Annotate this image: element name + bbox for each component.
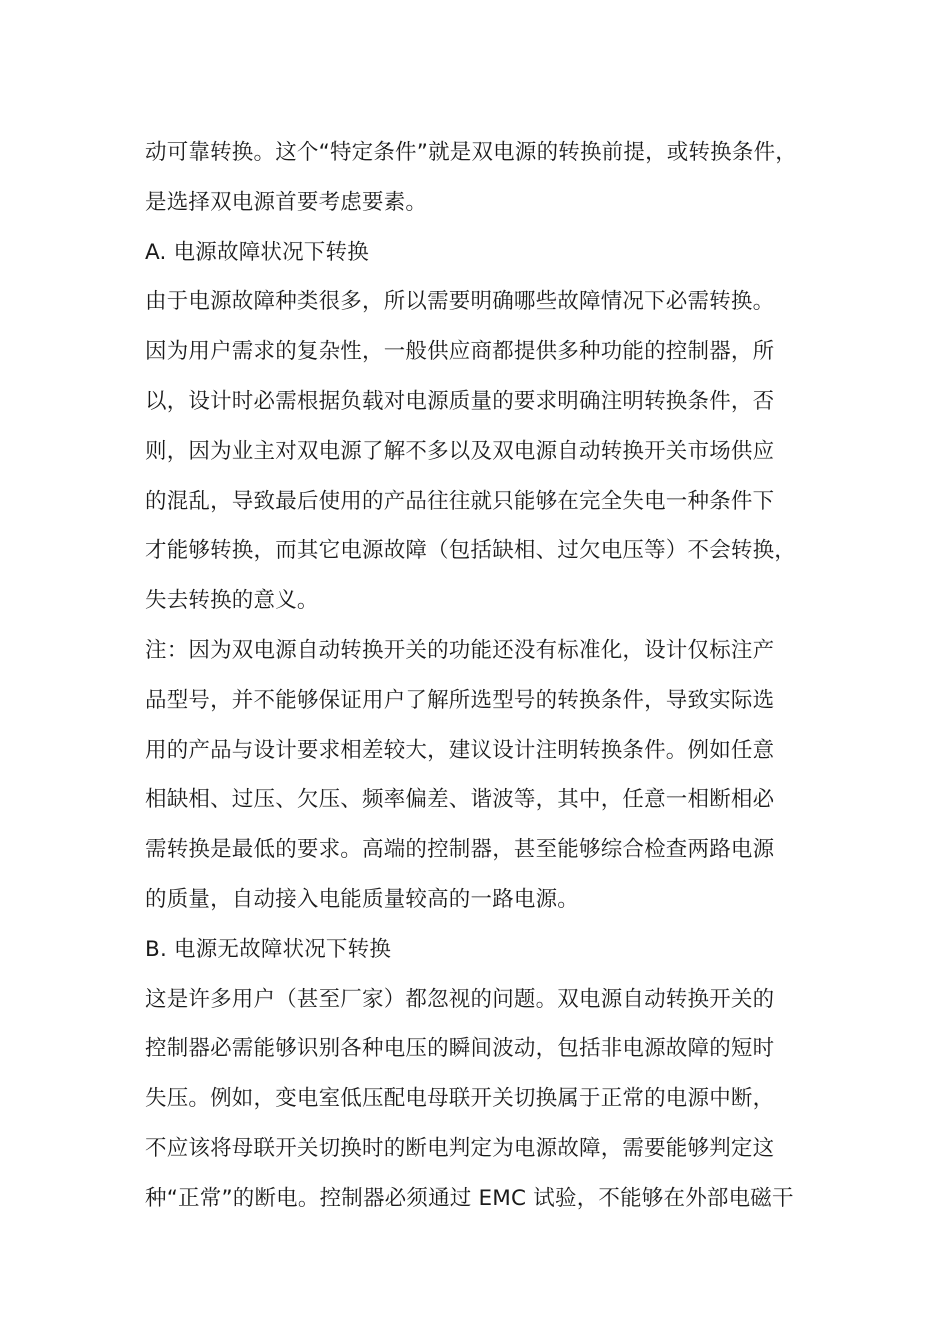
paragraph-line: 失去转换的意义。	[145, 588, 319, 614]
paragraph-line: 才能够转换，而其它电源故障（包括缺相、过欠电压等）不会转换，	[145, 538, 797, 564]
paragraph-line: 因为用户需求的复杂性，一般供应商都提供多种功能的控制器，所	[145, 339, 775, 365]
paragraph-line: 用的产品与设计要求相差较大，建议设计注明转换条件。例如任意	[145, 737, 775, 763]
paragraph-line: 以，设计时必需根据负载对电源质量的要求明确注明转换条件，否	[145, 389, 775, 414]
paragraph-line: 动可靠转换。这个“特定条件”就是双电源的转换前提，或转换条件，	[145, 140, 797, 165]
section-heading: A. 电源故障状况下转换	[145, 239, 369, 265]
paragraph-line: 的质量，自动接入电能质量较高的一路电源。	[145, 887, 580, 912]
paragraph-line: 这是许多用户（甚至厂家）都忽视的问题。双电源自动转换开关的	[145, 986, 775, 1012]
paragraph-line: 相缺相、过压、欠压、频率偏差、谐波等，其中，任意一相断相必	[145, 787, 775, 813]
paragraph-line: 控制器必需能够识别各种电压的瞬间波动，包括非电源故障的短时	[145, 1036, 775, 1062]
paragraph-line: 由于电源故障种类很多，所以需要明确哪些故障情况下必需转换。	[145, 289, 775, 315]
paragraph-line: 失压。例如，变电室低压配电母联开关切换属于正常的电源中断，	[145, 1086, 775, 1112]
paragraph-line: 品型号，并不能够保证用户了解所选型号的转换条件，导致实际选	[145, 687, 775, 713]
paragraph-line: 则，因为业主对双电源了解不多以及双电源自动转换开关市场供应	[145, 438, 775, 464]
paragraph-line: 的混乱，导致最后使用的产品往往就只能够在完全失电一种条件下	[145, 488, 775, 514]
section-heading: B. 电源无故障状况下转换	[145, 936, 392, 962]
paragraph-line: 种“正常”的断电。控制器必须通过 EMC 试验，不能够在外部电磁干	[145, 1185, 794, 1211]
paragraph-line: 注：因为双电源自动转换开关的功能还没有标准化，设计仅标注产	[145, 638, 775, 663]
paragraph-line: 不应该将母联开关切换时的断电判定为电源故障，需要能够判定这	[145, 1136, 775, 1161]
paragraph-line: 是选择双电源首要考虑要素。	[145, 189, 428, 215]
paragraph-line: 需转换是最低的要求。高端的控制器，甚至能够综合检查两路电源	[145, 837, 775, 863]
